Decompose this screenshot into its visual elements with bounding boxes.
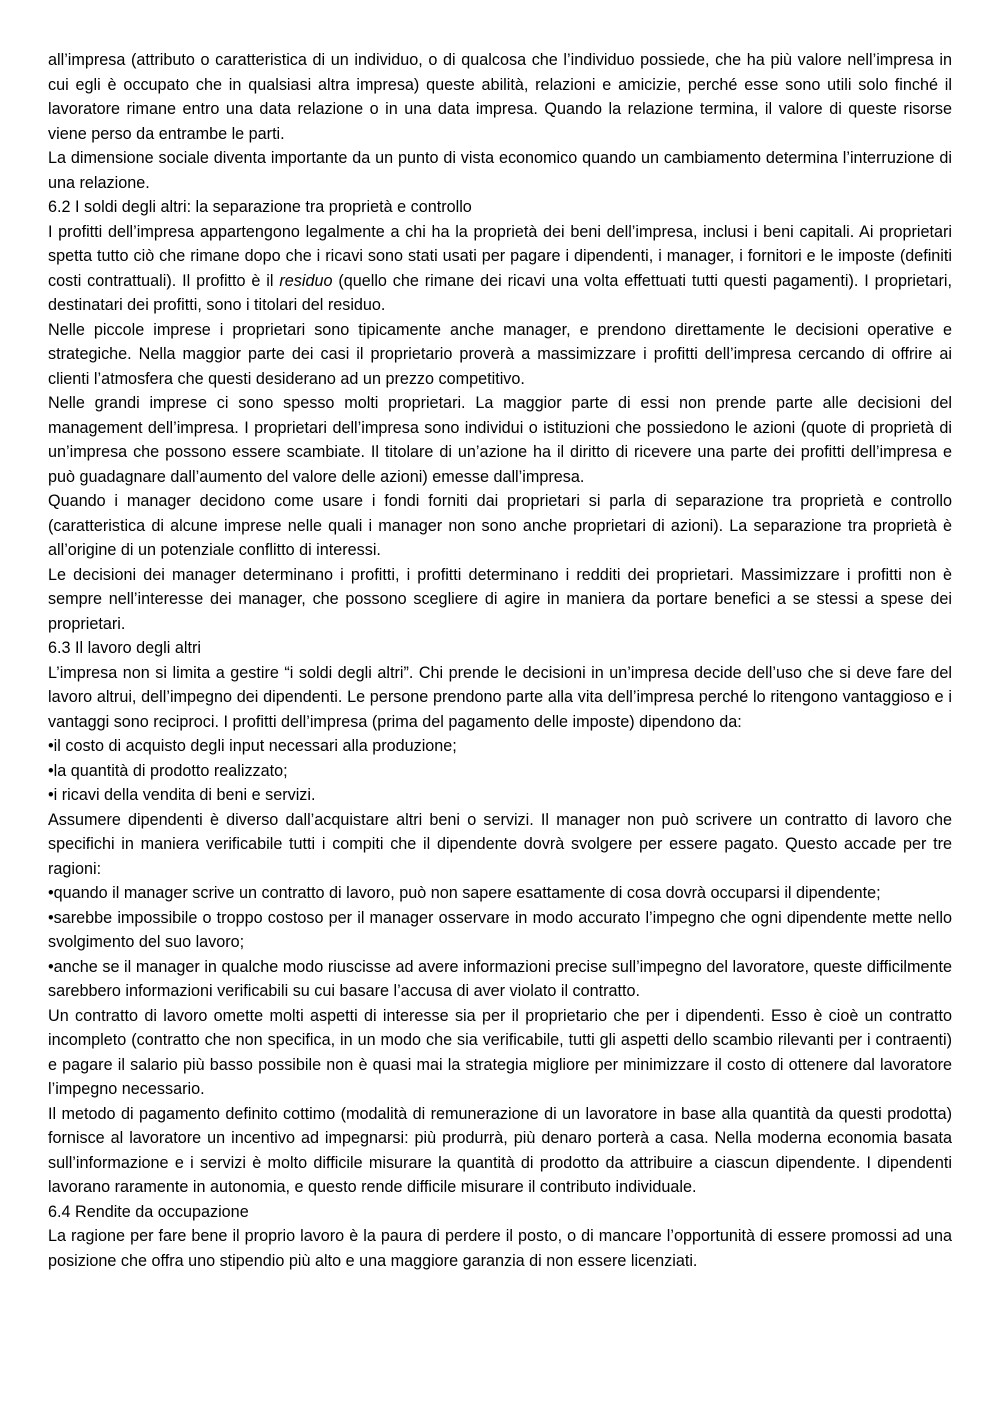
- paragraph-others-work: L’impresa non si limita a gestire “i soldi degli altri”. Chi prende le decisioni in un’impresa decide dell’uso che si deve fare del lavoro altrui, dell’impegno dei dipendenti. Le persone prendono parte alla vita dell’impresa perché lo ritengono vantaggioso e i vantaggi sono reciproci. I profitti dell’impresa (prima del pagamento delle imposte) dipendono da:: [48, 663, 952, 731]
- paragraph-piece-rate: Il metodo di pagamento definito cottimo (modalità di remunerazione di un lavoratore in base alla quantità da questi prodotta) fornisce al lavoratore un incentivo ad impegnarsi: più produrrà, più denaro porterà a casa. Nella moderna economia basata sull’informazione e i servizi è molto difficile misurare la quantità di prodotto da attribuire a ciascun dipendente. I dipendenti lavorano raramente in autonomia, e questo rende difficile misurare il contributo individuale.: [48, 1104, 952, 1196]
- bullet-reason-1: •quando il manager scrive un contratto di lavoro, può non sapere esattamente di cosa dovrà occuparsi il dipendente;: [48, 884, 881, 902]
- paragraph-separation: Quando i manager decidono come usare i fondi forniti dai proprietari si parla di separazione tra proprietà e controllo (caratteristica di alcune imprese nelle quali i manager non sono anche proprietari di azioni). La separazione tra proprietà è all’origine di un potenziale conflitto di interessi.: [48, 492, 952, 559]
- bullet-reason-2: •sarebbe impossibile o troppo costoso per il manager osservare in modo accurato l’impegno che ogni dipendente mette nello svolgimento del suo lavoro;: [48, 908, 952, 951]
- paragraph-social-dimension: La dimensione sociale diventa importante da un punto di vista economico quando un cambiamento determina l’interruzione di una relazione.: [48, 149, 952, 192]
- paragraph-specific-assets: all’impresa (attributo o caratteristica di un individuo, o di qualcosa che l’individuo possiede, che ha più valore nell’impresa in cui egli è occupato che in qualsiasi altra impresa) queste abilità, relazioni e amicizie, perché esse sono utili solo finché il lavoratore rimane entro una data relazione o in una data impresa. Quando la relazione termina, il valore di queste risorse viene perso da entrambe le parti.: [48, 51, 952, 143]
- paragraph-profits-ownership: I profitti dell’impresa appartengono legalmente a chi ha la proprietà dei beni dell’impresa, inclusi i beni capitali. Ai proprietari spetta tutto ciò che rimane dopo che i ricavi sono stati usati per pagare i dipendenti, i manager, i fornitori e le imposte (definiti costi contrattuali). Il profitto è il residuo (quello che rimane dei ricavi una volta effettuati tutti questi pagamenti). I proprietari, destinatari dei profitti, sono i titolari del residuo.: [48, 222, 952, 314]
- paragraph-incomplete-contract: Un contratto di lavoro omette molti aspetti di interesse sia per il proprietario che per i dipendenti. Esso è cioè un contratto incompleto (contratto che non specifica, in un modo che sia verificabile, tutti gli aspetti dello scambio rilevanti per i contraenti) e pagare il salario più basso possibile non è quasi mai la strategia migliore per minimizzare il costo di ottenere dal lavoratore l’impegno necessario.: [48, 1006, 952, 1098]
- italic-term-residuo: residuo: [279, 271, 333, 290]
- paragraph-hiring: Assumere dipendenti è diverso dall’acquistare altri beni o servizi. Il manager non può scrivere un contratto di lavoro che specifichi in maniera verificabile tutti i compiti che il dipendente dovrà svolgere per essere pagato. Questo accade per tre ragioni:: [48, 810, 952, 878]
- section-heading-6-4: 6.4 Rendite da occupazione: [48, 1202, 249, 1221]
- paragraph-small-firms: Nelle piccole imprese i proprietari sono tipicamente anche manager, e prendono direttamente le decisioni operative e strategiche. Nella maggior parte dei casi il proprietario proverà a massimizzare i profitti dell’impresa cercando di offrire ai clienti l’atmosfera che questi desiderano ad un prezzo competitivo.: [48, 320, 952, 388]
- bullet-input-cost: •il costo di acquisto degli input necessari alla produzione;: [48, 737, 457, 755]
- section-heading-6-3: 6.3 Il lavoro degli altri: [48, 639, 201, 657]
- bullet-quantity: •la quantità di prodotto realizzato;: [48, 761, 288, 780]
- paragraph-large-firms: Nelle grandi imprese ci sono spesso molti proprietari. La maggior parte di essi non prende parte alle decisioni del management dell’impresa. I proprietari dell’impresa sono individui o istituzioni che possiedono le azioni (quote di proprietà di un’impresa che possono essere scambiate. Il titolare di un’azione ha il diritto di ricevere una parte dei profitti dell’impresa e può guadagnare dall’aumento del valore delle azioni) emesse dall’impresa.: [48, 394, 952, 486]
- bullet-reason-3: •anche se il manager in qualche modo riuscisse ad avere informazioni precise sull’impegno del lavoratore, queste difficilmente sarebbero informazioni verificabili su cui basare l’accusa di aver violato il contratto.: [48, 957, 952, 1000]
- paragraph-manager-decisions: Le decisioni dei manager determinano i profitti, i profitti determinano i redditi dei proprietari. Massimizzare i profitti non è sempre nell’interesse dei manager, che possono scegliere di agire in maniera da portare benefici a se stessi a spese dei proprietari.: [48, 565, 952, 633]
- bullet-revenues: •i ricavi della vendita di beni e servizi.: [48, 786, 316, 804]
- section-heading-6-2: 6.2 I soldi degli altri: la separazione tra proprietà e controllo: [48, 198, 472, 216]
- paragraph-job-loss: La ragione per fare bene il proprio lavoro è la paura di perdere il posto, o di mancare l’opportunità di essere promossi ad una posizione che offra uno stipendio più alto e una maggiore garanzia di non essere licenziati.: [48, 1227, 952, 1270]
